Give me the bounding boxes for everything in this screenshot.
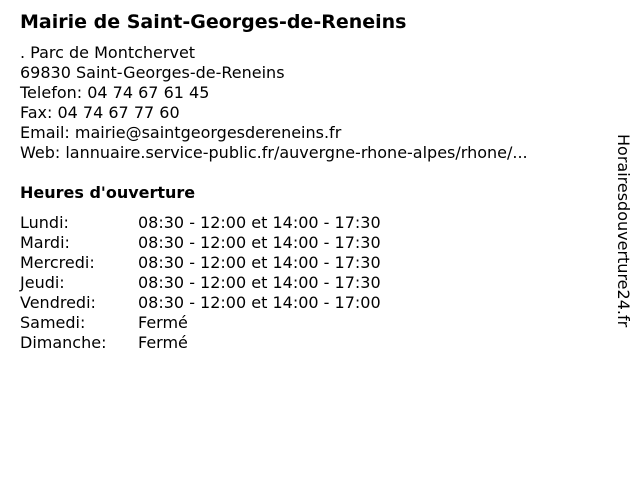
time-value: Fermé	[138, 313, 188, 332]
email-line[interactable]: Email: mairie@saintgeorgesdereneins.fr	[20, 123, 342, 142]
page-title: Mairie de Saint-Georges-de-Reneins	[20, 11, 407, 33]
day-label: Samedi:	[20, 313, 86, 332]
time-value: 08:30 - 12:00 et 14:00 - 17:30	[138, 213, 381, 232]
time-value: 08:30 - 12:00 et 14:00 - 17:30	[138, 233, 381, 252]
time-value: 08:30 - 12:00 et 14:00 - 17:30	[138, 253, 381, 272]
day-label: Mercredi:	[20, 253, 95, 272]
phone-line: Telefon: 04 74 67 61 45	[20, 83, 210, 102]
day-label: Mardi:	[20, 233, 70, 252]
time-value: Fermé	[138, 333, 188, 352]
fax-line: Fax: 04 74 67 77 60	[20, 103, 180, 122]
day-label: Jeudi:	[20, 273, 65, 292]
opening-hours-heading: Heures d'ouverture	[20, 183, 196, 202]
time-value: 08:30 - 12:00 et 14:00 - 17:00	[138, 293, 381, 312]
address-line-2: 69830 Saint-Georges-de-Reneins	[20, 63, 285, 82]
day-label: Lundi:	[20, 213, 69, 232]
contact-info	[20, 43, 528, 163]
day-label: Vendredi:	[20, 293, 96, 312]
address-line-1: . Parc de Montchervet	[20, 43, 196, 62]
site-watermark: Horairesdouverture24.fr	[614, 134, 633, 328]
day-label: Dimanche:	[20, 333, 107, 352]
time-value: 08:30 - 12:00 et 14:00 - 17:30	[138, 273, 381, 292]
web-line[interactable]: Web: lannuaire.service-public.fr/auvergne-rhone-alpes/rhone/...	[20, 143, 528, 162]
